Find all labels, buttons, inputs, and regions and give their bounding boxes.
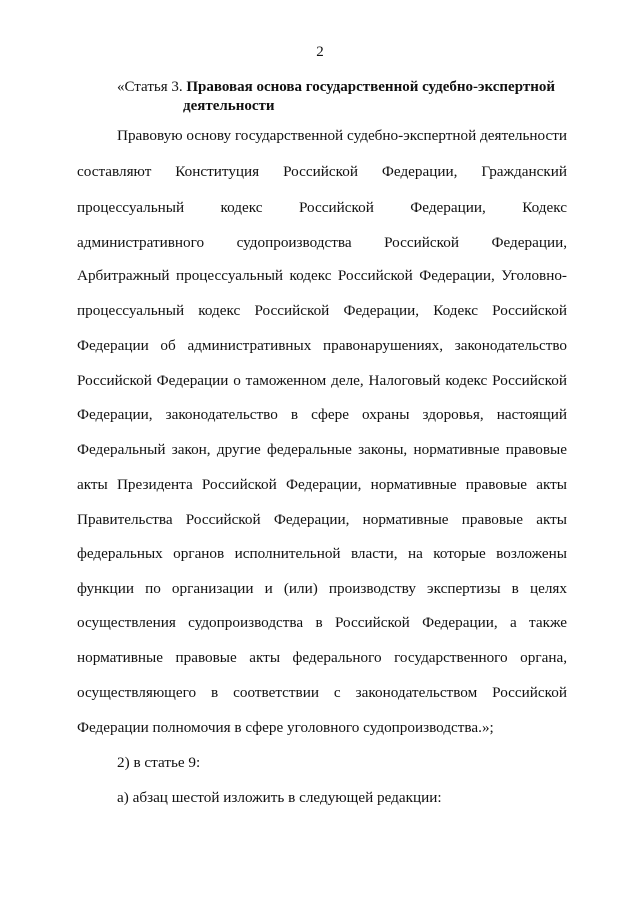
list-item-a: а) абзац шестой изложить в следующей редакции:	[117, 789, 442, 806]
paragraph-line: Российской Федерации о таможенном деле, Налоговый кодекс Российской	[77, 372, 567, 389]
paragraph-line: Федерации, законодательство в сфере охраны здоровья, настоящий	[77, 406, 567, 423]
paragraph-line: осуществляющего в соответствии с законодательством Российской	[77, 684, 567, 701]
paragraph-line: нормативные правовые акты федерального государственного органа,	[77, 649, 567, 666]
article-heading-title-line1: Правовая основа государственной судебно-экспертной	[186, 79, 556, 95]
paragraph-line: Федеральный закон, другие федеральные законы, нормативные правовые	[77, 441, 567, 458]
paragraph-line: Правовую основу государственной судебно-экспертной деятельности	[117, 127, 567, 144]
page-number: 2	[316, 44, 324, 60]
paragraph-line: функции по организации и (или) производству экспертизы в целях	[77, 580, 567, 597]
paragraph-line: Правительства Российской Федерации, нормативные правовые акты	[77, 511, 567, 528]
list-item-2: 2) в статье 9:	[117, 754, 201, 771]
paragraph-line: федеральных органов исполнительной власти, на которые возложены	[77, 545, 567, 562]
paragraph-line: процессуальный кодекс Российской Федерации, Кодекс Российской	[77, 302, 567, 319]
article-heading-title-line2: деятельности	[183, 98, 275, 114]
paragraph-line: Арбитражный процессуальный кодекс Российской Федерации, Уголовно-	[77, 267, 567, 284]
paragraph-line: Федерации об административных правонарушениях, законодательство	[77, 337, 567, 354]
article-heading	[117, 78, 577, 116]
paragraph-line: акты Президента Российской Федерации, нормативные правовые акты	[77, 476, 567, 493]
paragraph-line: составляют Конституция Российской Федерации, Гражданский	[77, 163, 567, 180]
paragraph-line: административного судопроизводства Российской Федерации,	[77, 234, 567, 251]
paragraph-line: процессуальный кодекс Российской Федерации, Кодекс	[77, 199, 567, 216]
paragraph-line: Федерации полномочия в сфере уголовного судопроизводства.»;	[77, 719, 494, 736]
paragraph-line: осуществления судопроизводства в Российской Федерации, а также	[77, 614, 567, 631]
article-heading-prefix: «Статья 3.	[117, 79, 187, 95]
